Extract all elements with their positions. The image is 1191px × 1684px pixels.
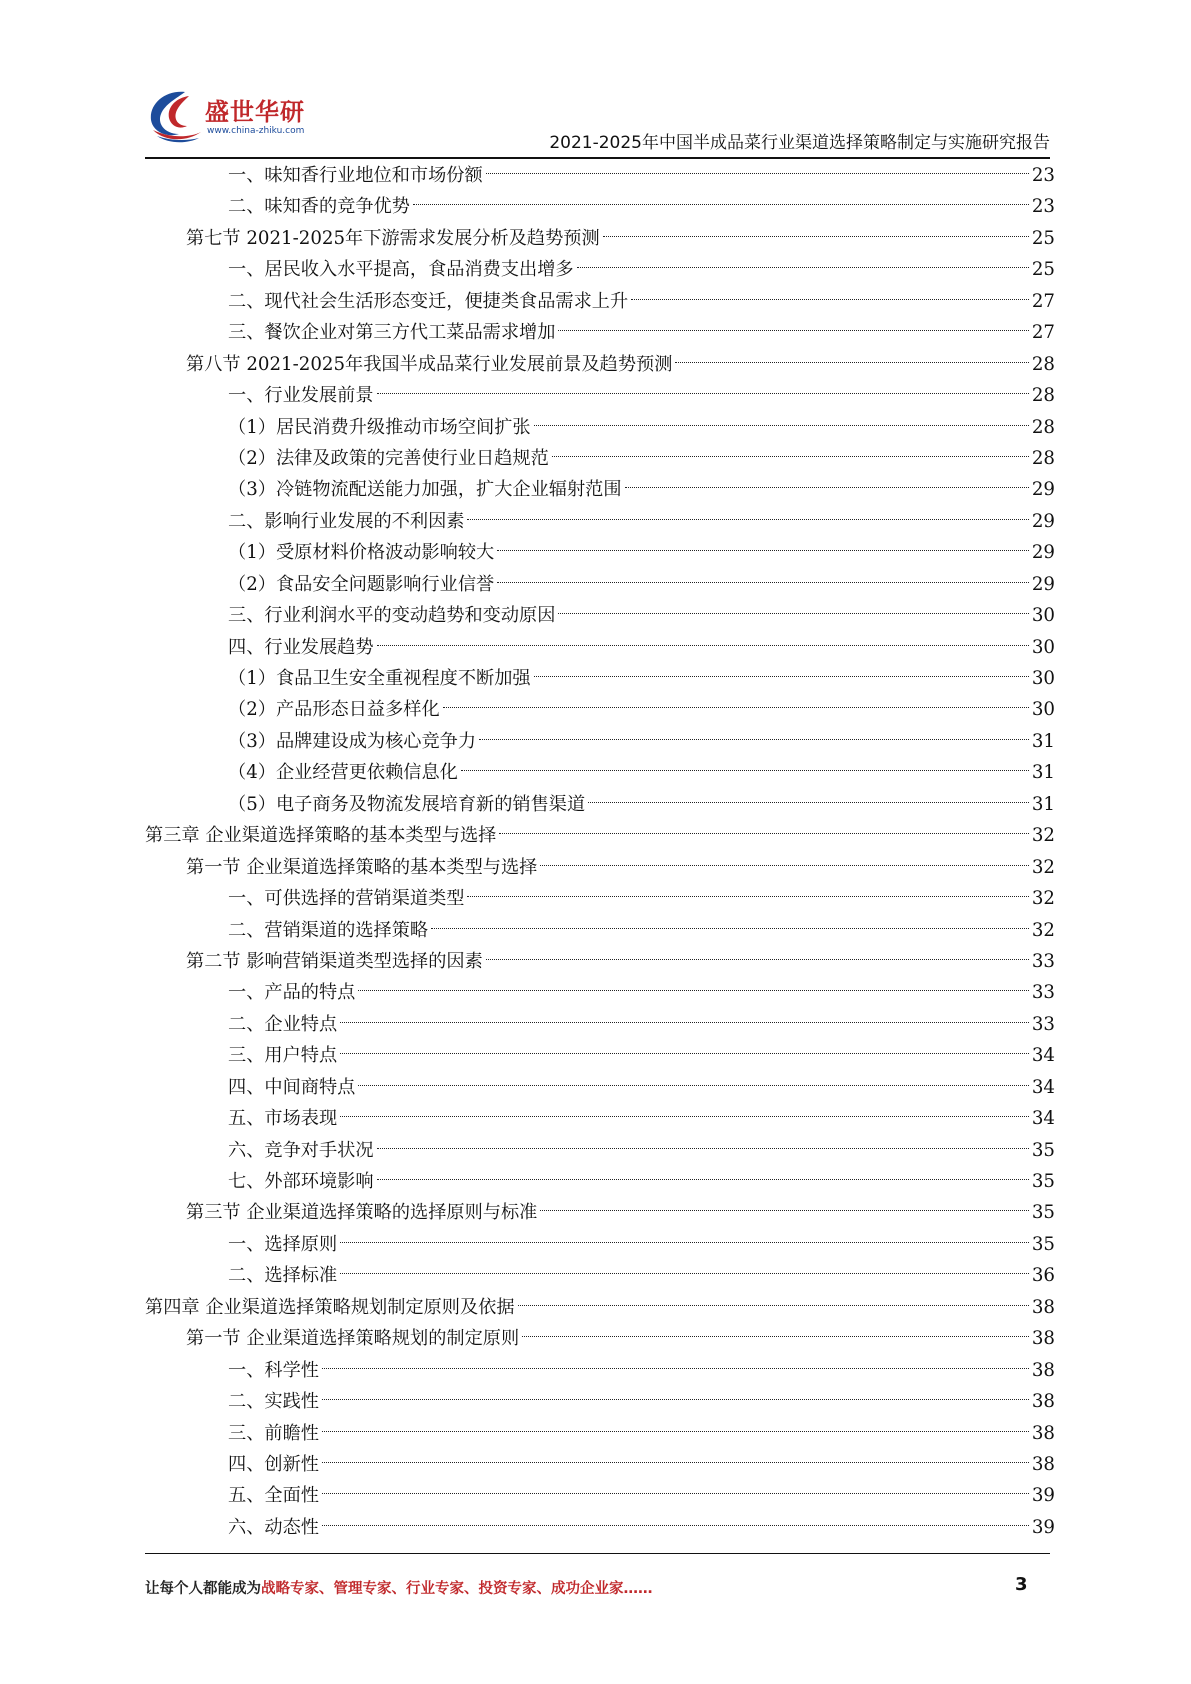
page-number: 3 [1015,1574,1028,1595]
toc-leader-dots [534,676,1029,677]
toc-entry[interactable] [145,537,1055,568]
toc-leader-dots [358,1085,1029,1086]
toc-leader-dots [625,487,1029,488]
toc-entry-page: 38 [1031,1296,1055,1318]
company-logo [145,86,315,150]
report-title: 2021-2025年中国半成品菜行业渠道选择策略制定与实施研究报告 [549,133,1050,153]
toc-entry-label: 二、影响行业发展的不利因素 [228,510,465,532]
toc-entry-page: 38 [1031,1453,1055,1475]
toc-entry[interactable] [145,1260,1055,1291]
toc-entry-page: 27 [1031,290,1055,312]
toc-entry-page: 34 [1031,1108,1055,1130]
toc-entry-page: 29 [1031,510,1055,532]
toc-entry[interactable] [145,694,1055,725]
toc-entry-label: 一、产品的特点 [228,982,356,1004]
toc-entry-page: 23 [1031,196,1055,218]
toc-entry-page: 25 [1031,227,1055,249]
toc-leader-dots [377,1179,1029,1180]
toc-entry-page: 35 [1031,1139,1055,1161]
toc-entry-label: 六、竞争对手状况 [228,1139,374,1161]
toc-entry[interactable] [145,1512,1055,1543]
toc-entry-label: 二、选择标准 [228,1265,338,1287]
toc-entry-label: 第三章 企业渠道选择策略的基本类型与选择 [145,825,497,847]
toc-entry-page: 32 [1031,919,1055,941]
toc-entry-page: 33 [1031,982,1055,1004]
toc-leader-dots [322,1368,1029,1369]
toc-entry-label: 六、动态性 [228,1516,319,1538]
toc-entry[interactable] [145,1323,1055,1354]
toc-entry[interactable] [145,1418,1055,1449]
toc-entry[interactable] [145,1386,1055,1417]
toc-entry-page: 36 [1031,1265,1055,1287]
toc-entry-label: （2）食品安全问题影响行业信誉 [228,573,495,595]
toc-entry[interactable] [145,191,1055,222]
toc-leader-dots [340,1116,1029,1117]
toc-leader-dots [540,865,1028,866]
toc-entry[interactable] [145,1197,1055,1228]
toc-entry-label: 五、市场表现 [228,1108,338,1130]
toc-leader-dots [540,1210,1028,1211]
toc-leader-dots [675,362,1028,363]
toc-leader-dots [377,1148,1029,1149]
toc-entry-label: 第四章 企业渠道选择策略规划制定原则及依据 [145,1296,515,1318]
toc-leader-dots [588,802,1029,803]
toc-entry[interactable] [145,223,1055,254]
toc-leader-dots [486,173,1029,174]
footer-slogan [145,1577,653,1598]
toc-entry-label: （3）冷链物流配送能力加强，扩大企业辐射范围 [228,479,622,501]
toc-entry-label: 一、行业发展前景 [228,385,374,407]
toc-leader-dots [522,1336,1029,1337]
toc-entry-page: 32 [1031,888,1055,910]
toc-leader-dots [631,299,1029,300]
footer-divider [145,1553,1050,1554]
toc-entry[interactable] [145,789,1055,820]
toc-entry-label: 一、居民收入水平提高，食品消费支出增多 [228,259,574,281]
toc-entry[interactable] [145,506,1055,537]
toc-entry-label: 二、企业特点 [228,1013,338,1035]
toc-entry-page: 29 [1031,573,1055,595]
toc-entry[interactable] [145,569,1055,600]
toc-entry[interactable] [145,254,1055,285]
toc-entry[interactable] [145,1072,1055,1103]
toc-entry-label: （3）品牌建设成为核心竞争力 [228,730,477,752]
toc-entry-label: 二、味知香的竞争优势 [228,196,410,218]
toc-leader-dots [413,204,1029,205]
toc-entry[interactable] [145,1040,1055,1071]
toc-entry-label: 第二节 影响营销渠道类型选择的因素 [186,950,483,972]
slogan-prefix: 让每个人都能成为 [145,1581,261,1597]
toc-entry-page: 39 [1031,1485,1055,1507]
toc-leader-dots [467,519,1028,520]
toc-entry-label: 三、用户特点 [228,1045,338,1067]
toc-leader-dots [322,1431,1029,1432]
toc-leader-dots [322,1399,1029,1400]
header-divider [145,157,1050,159]
toc-entry[interactable] [145,1135,1055,1166]
toc-leader-dots [479,739,1029,740]
toc-leader-dots [322,1525,1029,1526]
toc-entry-page: 28 [1031,416,1055,438]
toc-entry-page: 31 [1031,793,1055,815]
toc-entry-page: 30 [1031,605,1055,627]
toc-entry[interactable] [145,820,1055,851]
toc-entry-page: 33 [1031,1013,1055,1035]
toc-entry-page: 35 [1031,1202,1055,1224]
toc-entry-label: （1）受原材料价格波动影响较大 [228,542,495,564]
toc-entry[interactable] [145,726,1055,757]
toc-entry[interactable] [145,852,1055,883]
toc-entry-label: 四、创新性 [228,1453,319,1475]
toc-entry-label: （4）企业经营更依赖信息化 [228,762,458,784]
toc-leader-dots [558,330,1028,331]
toc-entry[interactable] [145,1449,1055,1480]
toc-entry-label: 二、营销渠道的选择策略 [228,919,429,941]
toc-leader-dots [340,1242,1029,1243]
toc-entry-page: 32 [1031,856,1055,878]
toc-entry[interactable] [145,160,1055,191]
toc-leader-dots [431,928,1029,929]
toc-entry[interactable] [145,946,1055,977]
toc-entry-page: 39 [1031,1516,1055,1538]
logo-name: 盛世华研 [205,98,305,126]
toc-entry-label: 四、行业发展趋势 [228,636,374,658]
toc-entry[interactable] [145,317,1055,348]
toc-entry-label: （1）食品卫生安全重视程度不断加强 [228,668,531,689]
toc-entry-page: 34 [1031,1045,1055,1067]
toc-leader-dots [443,707,1029,708]
toc-entry-page: 34 [1031,1076,1055,1098]
toc-entry-page: 30 [1031,636,1055,658]
toc-leader-dots [358,990,1029,991]
table-of-contents [145,160,1055,1543]
toc-entry-label: 第一节 企业渠道选择策略的基本类型与选择 [186,856,538,878]
toc-leader-dots [467,896,1028,897]
toc-entry-page: 38 [1031,1391,1055,1413]
toc-entry-label: 第八节 2021-2025年我国半成品菜行业发展前景及趋势预测 [186,353,673,375]
toc-entry[interactable] [145,474,1055,505]
toc-entry[interactable] [145,915,1055,946]
toc-entry-label: 三、行业利润水平的变动趋势和变动原因 [228,605,556,627]
toc-entry-label: 一、味知香行业地位和市场份额 [228,165,483,186]
toc-entry[interactable] [145,443,1055,474]
toc-entry-page: 28 [1031,353,1055,375]
toc-leader-dots [486,959,1029,960]
toc-leader-dots [534,425,1029,426]
toc-entry[interactable] [145,883,1055,914]
toc-entry-label: （1）居民消费升级推动市场空间扩张 [228,416,531,438]
toc-leader-dots [461,770,1029,771]
toc-entry-label: 第七节 2021-2025年下游需求发展分析及趋势预测 [186,227,600,249]
toc-entry-label: 三、前瞻性 [228,1422,319,1444]
toc-leader-dots [322,1462,1029,1463]
toc-entry[interactable] [145,380,1055,411]
toc-leader-dots [499,833,1028,834]
toc-entry-page: 38 [1031,1422,1055,1444]
toc-entry-label: 第一节 企业渠道选择策略规划的制定原则 [186,1328,520,1350]
toc-entry[interactable] [145,1355,1055,1386]
toc-entry[interactable] [145,1103,1055,1134]
toc-entry-label: 四、中间商特点 [228,1076,356,1098]
toc-leader-dots [603,236,1029,237]
toc-entry-label: 七、外部环境影响 [228,1171,374,1192]
toc-entry-page: 35 [1031,1171,1055,1192]
toc-entry-label: 一、科学性 [228,1359,319,1381]
toc-entry-label: 二、现代社会生活形态变迁，便捷类食品需求上升 [228,290,629,312]
toc-entry-page: 31 [1031,730,1055,752]
toc-entry-page: 35 [1031,1233,1055,1255]
toc-entry[interactable] [145,757,1055,788]
toc-entry-page: 27 [1031,322,1055,344]
toc-leader-dots [377,645,1029,646]
toc-leader-dots [497,550,1029,551]
toc-entry-label: 一、可供选择的营销渠道类型 [228,888,465,910]
toc-entry-label: 二、实践性 [228,1391,319,1413]
toc-entry[interactable] [145,1009,1055,1040]
toc-entry-page: 25 [1031,259,1055,281]
toc-entry[interactable] [145,1229,1055,1260]
toc-entry-page: 30 [1031,668,1055,689]
toc-entry-page: 32 [1031,825,1055,847]
toc-entry[interactable] [145,1292,1055,1323]
toc-entry-page: 28 [1031,385,1055,407]
toc-leader-dots [558,613,1028,614]
page-header [145,80,1050,156]
toc-leader-dots [577,267,1029,268]
toc-entry-page: 30 [1031,699,1055,721]
slogan-highlight: 战略专家、管理专家、行业专家、投资专家、成功企业家…… [261,1581,653,1597]
toc-entry-page: 28 [1031,447,1055,469]
toc-entry-label: 一、选择原则 [228,1233,338,1255]
toc-entry[interactable] [145,663,1055,694]
toc-entry-page: 29 [1031,479,1055,501]
toc-entry-page: 29 [1031,542,1055,564]
toc-leader-dots [340,1053,1029,1054]
toc-entry-label: （2）法律及政策的完善使行业日趋规范 [228,447,549,469]
logo-emblem-icon [145,86,207,146]
toc-leader-dots [322,1493,1029,1494]
toc-entry-label: （5）电子商务及物流发展培育新的销售渠道 [228,793,586,815]
toc-entry-label: （2）产品形态日益多样化 [228,699,440,721]
toc-entry[interactable] [145,1480,1055,1511]
toc-entry[interactable] [145,600,1055,631]
toc-leader-dots [340,1273,1029,1274]
logo-url: www.china-zhiku.com [207,126,305,136]
toc-entry-page: 23 [1031,165,1055,186]
toc-leader-dots [497,582,1029,583]
toc-entry-label: 三、餐饮企业对第三方代工菜品需求增加 [228,322,556,344]
toc-leader-dots [518,1305,1029,1306]
toc-entry-label: 五、全面性 [228,1485,319,1507]
toc-entry[interactable] [145,286,1055,317]
toc-leader-dots [340,1022,1029,1023]
toc-entry[interactable] [145,349,1055,380]
toc-entry-page: 38 [1031,1359,1055,1381]
toc-entry[interactable] [145,632,1055,663]
toc-entry[interactable] [145,977,1055,1008]
toc-entry[interactable] [145,1166,1055,1197]
toc-entry[interactable] [145,412,1055,443]
toc-entry-page: 33 [1031,950,1055,972]
toc-entry-page: 38 [1031,1328,1055,1350]
toc-leader-dots [552,456,1029,457]
toc-entry-page: 31 [1031,762,1055,784]
toc-leader-dots [377,393,1029,394]
toc-entry-label: 第三节 企业渠道选择策略的选择原则与标准 [186,1202,538,1224]
